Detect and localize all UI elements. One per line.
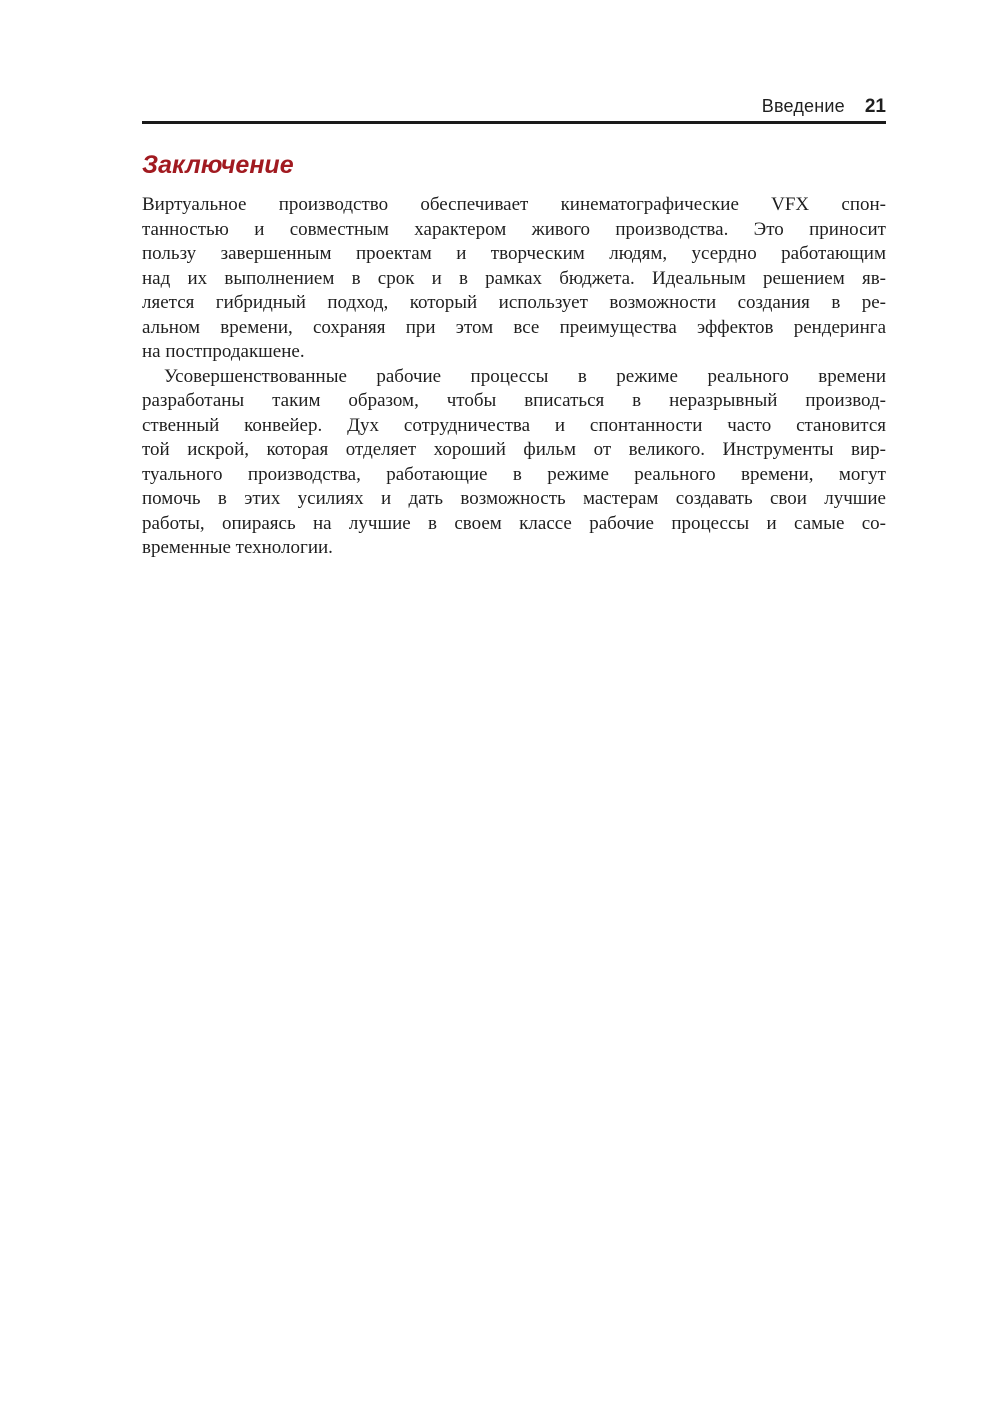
running-header-section: Введение <box>761 96 845 116</box>
text-line: разработаны таким образом, чтобы вписаться в неразрывный производ- <box>142 390 886 411</box>
text-line: помочь в этих усилиях и дать возможность мастерам создавать свои лучшие <box>142 488 886 509</box>
header-rule <box>142 121 886 124</box>
running-header <box>142 96 886 118</box>
text-line: ляется гибридный подход, который использует возможности создания в ре- <box>142 292 886 313</box>
text-line: Виртуальное производство обеспечивает кинематографические VFX спон- <box>142 194 886 215</box>
text-line: над их выполнением в срок и в рамках бюджета. Идеальным решением яв- <box>142 267 886 289</box>
text-line: ственный конвейер. Дух сотрудничества и спонтанности часто становится <box>142 414 886 436</box>
text-line: временные технологии. <box>142 537 333 558</box>
paragraph <box>142 365 886 561</box>
text-line: на постпродакшене. <box>142 341 305 362</box>
text-line: пользу завершенным проектам и творческим людям, усердно работающим <box>142 243 886 264</box>
section-heading: Заключение <box>142 151 294 179</box>
text-line: той искрой, которая отделяет хороший фильм от великого. Инструменты вир- <box>142 439 886 460</box>
text-line: альном времени, сохраняя при этом все преимущества эффектов рендеринга <box>142 316 886 338</box>
body-text <box>142 193 886 561</box>
text-line: туального производства, работающие в режиме реального времени, могут <box>142 463 886 485</box>
text-line: танностью и совместным характером живого производства. Это приносит <box>142 218 886 240</box>
page-number: 21 <box>864 96 886 117</box>
paragraph <box>142 193 886 365</box>
text-line: работы, опираясь на лучшие в своем классе рабочие процессы и самые со- <box>142 512 886 534</box>
text-line: Усовершенствованные рабочие процессы в режиме реального времени <box>164 365 886 387</box>
